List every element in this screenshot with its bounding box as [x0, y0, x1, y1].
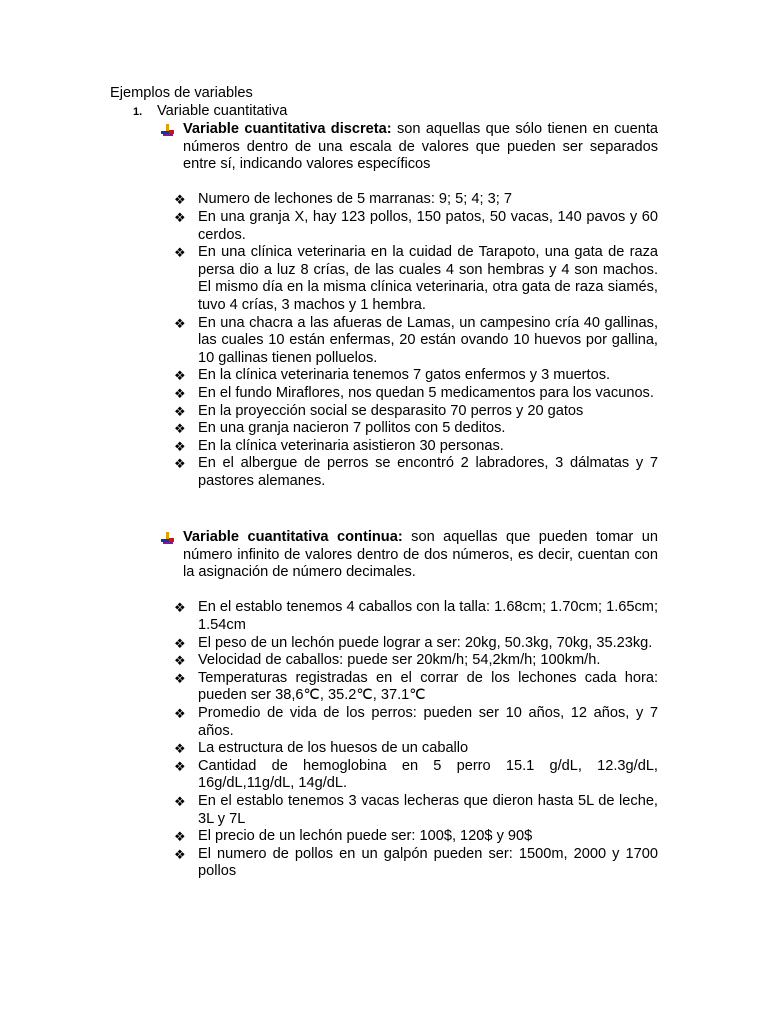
example-item [174, 652, 658, 670]
diamond-bullet-icon: ❖ [174, 829, 186, 845]
example-item [174, 740, 658, 758]
example-item [174, 792, 658, 828]
diamond-bullet-icon: ❖ [174, 245, 186, 261]
example-item [174, 402, 658, 421]
example-text: Temperaturas registradas en el corrar de los lechones cada hora: pueden ser 38,6℃, 35.2℃, 37.1℃ [198, 669, 658, 704]
section-definition-text: son aquellas que pueden tomar un número infinito de valores dentro de dos números, es decir, cuentan con la asignación de número decimales. [183, 529, 658, 581]
section-continuous [160, 529, 658, 881]
example-text: En una chacra a las afueras de Lamas, un campesino cría 40 gallinas, las cuales 10 están enfermas, 20 están ovando 10 huevos por gallina, 10 gallinas tienen polluelos. [198, 314, 658, 366]
example-text: En una granja nacieron 7 pollitos con 5 deditos. [198, 420, 506, 437]
item-title: Variable cuantitativa [157, 103, 288, 119]
example-text: En la clínica veterinaria asistieron 30 personas. [198, 437, 504, 454]
example-list [160, 599, 658, 881]
example-item [174, 757, 658, 793]
example-text: El peso de un lechón puede lograr a ser: 20kg, 50.3kg, 70kg, 35.23kg. [198, 634, 653, 651]
example-text: Promedio de vida de los perros: pueden ser 10 años, 12 años, y 7 años. [198, 704, 658, 739]
example-text: En el fundo Miraflores, nos quedan 5 medicamentos para los vacunos. [198, 384, 654, 401]
example-text: El numero de pollos en un galpón pueden ser: 1500m, 2000 y 1700 pollos [198, 845, 658, 880]
example-text: En la proyección social se desparasito 70 perros y 20 gatos [198, 402, 584, 419]
example-text: El precio de un lechón puede ser: 100$, 120$ y 90$ [198, 828, 533, 845]
diamond-bullet-icon: ❖ [174, 438, 186, 454]
diamond-bullet-icon: ❖ [174, 741, 186, 757]
diamond-bullet-icon: ❖ [174, 403, 186, 419]
diamond-bullet-icon: ❖ [174, 846, 186, 862]
diamond-bullet-icon: ❖ [174, 456, 186, 472]
example-item [174, 384, 658, 403]
diamond-bullet-icon: ❖ [174, 758, 186, 774]
item-number: 1. [133, 106, 143, 118]
example-item [174, 208, 658, 244]
numbered-item [133, 103, 287, 122]
section-bullet-icon [160, 532, 175, 545]
example-item [174, 367, 658, 385]
example-text: La estructura de los huesos de un caballo [198, 740, 469, 757]
example-text: En la clínica veterinaria tenemos 7 gatos enfermos y 3 muertos. [198, 367, 611, 384]
example-text: En una granja X, hay 123 pollos, 150 patos, 50 vacas, 140 pavos y 60 cerdos. [198, 208, 658, 243]
example-item [174, 634, 658, 653]
diamond-bullet-icon: ❖ [174, 385, 186, 401]
diamond-bullet-icon: ❖ [174, 421, 186, 437]
example-item [174, 599, 658, 634]
example-text: En el albergue de perros se encontró 2 labradores, 3 dálmatas y 7 pastores alemanes. [198, 455, 658, 489]
section-definition [160, 121, 658, 174]
example-item [174, 669, 658, 705]
example-text: En el establo tenemos 3 vacas lecheras que dieron hasta 5L de leche, 3L y 7L [198, 792, 658, 827]
document-heading: Ejemplos de variables [110, 85, 253, 101]
example-item [174, 191, 658, 209]
diamond-bullet-icon: ❖ [174, 670, 186, 686]
section-term: Variable cuantitativa continua: [183, 529, 403, 545]
example-item [174, 244, 658, 314]
diamond-bullet-icon: ❖ [174, 192, 186, 208]
example-item [174, 828, 658, 846]
diamond-bullet-icon: ❖ [174, 653, 186, 669]
example-item [174, 437, 658, 456]
diamond-bullet-icon: ❖ [174, 793, 186, 809]
example-text: En el establo tenemos 4 caballos con la talla: 1.68cm; 1.70cm; 1.65cm; 1.54cm [198, 599, 658, 633]
section-definition [160, 529, 658, 582]
diamond-bullet-icon: ❖ [174, 635, 186, 651]
example-text: Velocidad de caballos: puede ser 20km/h; 54,2km/h; 100km/h. [198, 652, 601, 669]
example-text: Cantidad de hemoglobina en 5 perro 15.1 g/dL, 12.3g/dL, 16g/dL,11g/dL, 14g/dL. [198, 757, 658, 792]
section-term: Variable cuantitativa discreta: [183, 121, 392, 137]
example-list [160, 191, 658, 490]
diamond-bullet-icon: ❖ [174, 315, 186, 331]
example-item [174, 420, 658, 438]
diamond-bullet-icon: ❖ [174, 705, 186, 721]
diamond-bullet-icon: ❖ [174, 600, 186, 616]
example-text: En una clínica veterinaria en la cuidad de Tarapoto, una gata de raza persa dio a luz 8 crías, de las cuales 4 son hembras y 4 son machos. El mismo día en la misma clínica veterinaria, otra gata de raza siamés, tuvo 4 crías, 3 machos y 1 hembra. [198, 244, 658, 313]
diamond-bullet-icon: ❖ [174, 209, 186, 225]
example-item [174, 455, 658, 490]
diamond-bullet-icon: ❖ [174, 368, 186, 384]
example-item [174, 845, 658, 881]
section-definition-text: son aquellas que sólo tienen en cuenta números dentro de una escala de valores que pueden ser separados entre sí, indicando valores específicos [183, 121, 658, 173]
example-text: Numero de lechones de 5 marranas: 9; 5; 4; 3; 7 [198, 191, 512, 208]
section-discrete [160, 121, 658, 490]
section-bullet-icon [160, 124, 175, 137]
example-item [174, 704, 658, 740]
example-item [174, 314, 658, 368]
